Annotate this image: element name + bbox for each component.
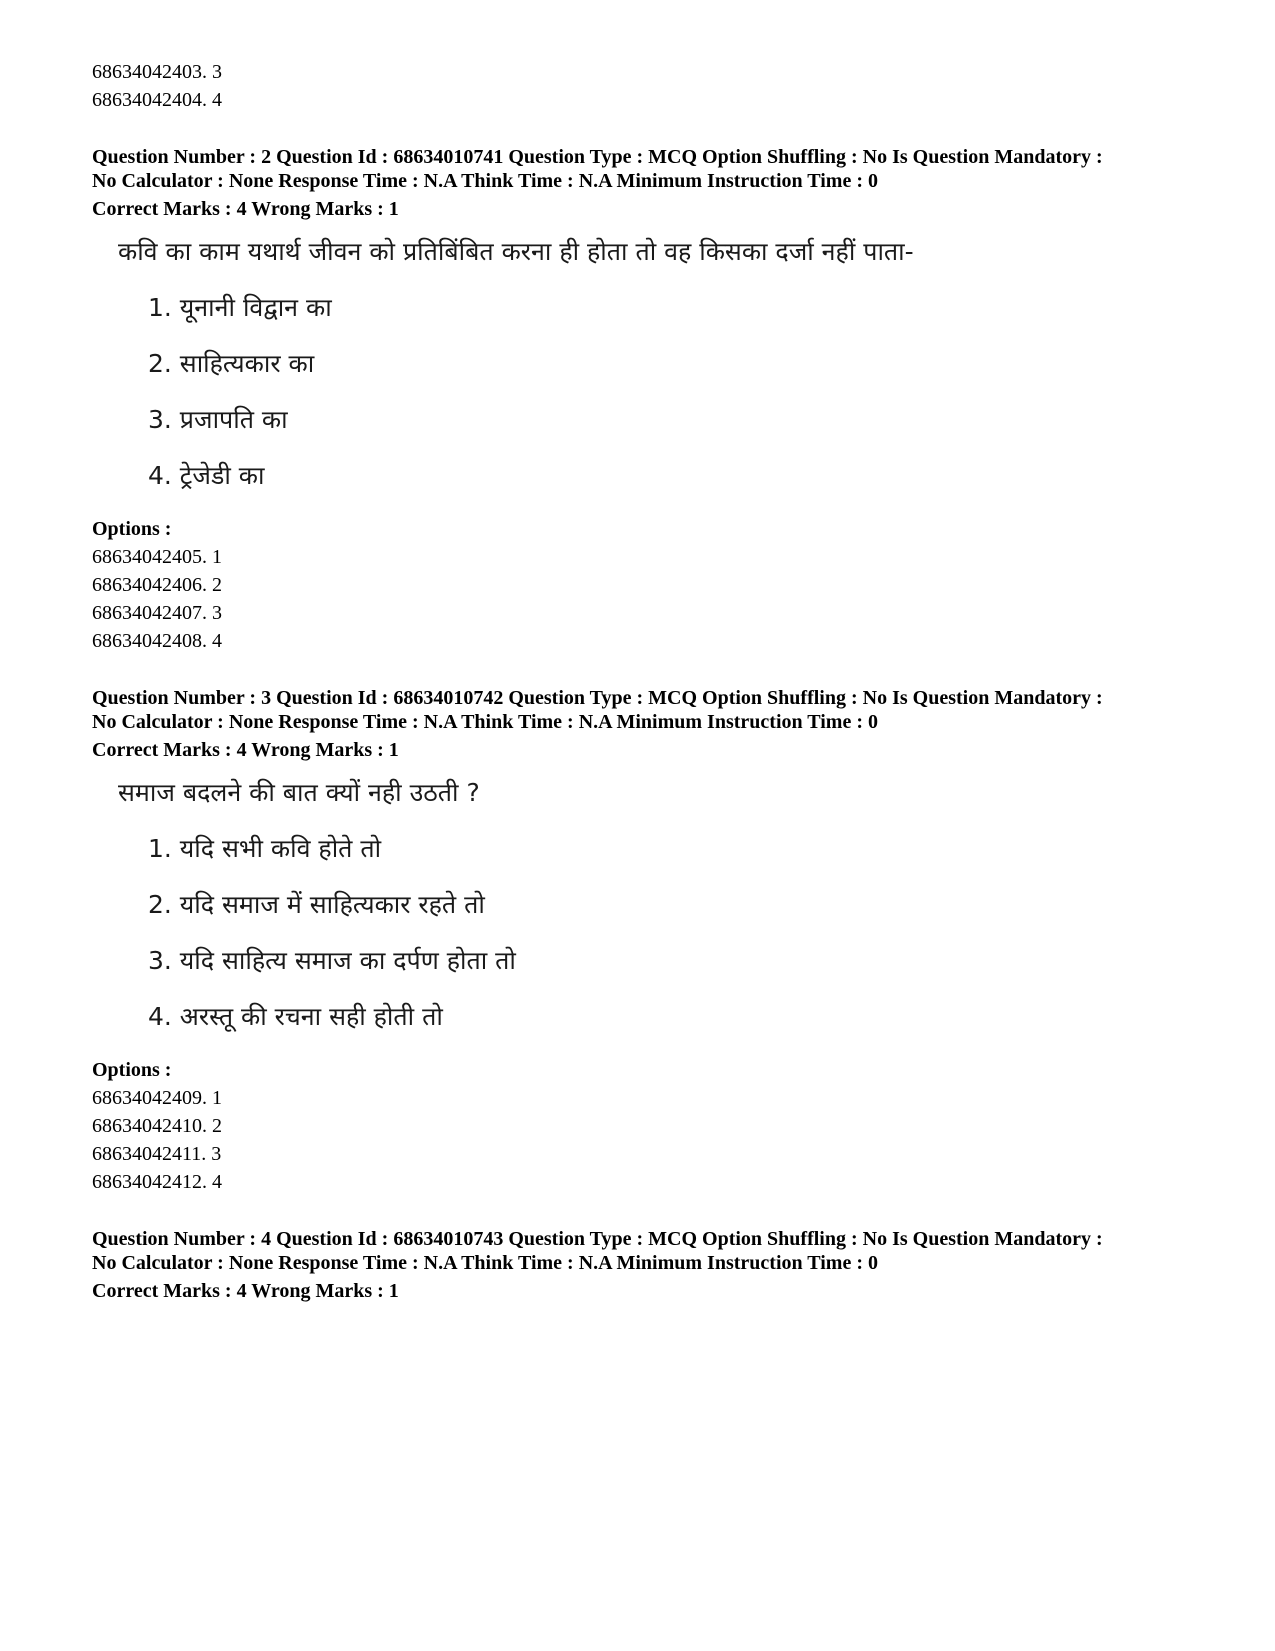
option-line: 68634042405. 1 (92, 546, 222, 568)
question-block-2 (92, 145, 1192, 655)
option-line: 68634042411. 3 (92, 1143, 222, 1165)
question-meta: Question Number : 4 Question Id : 68634010743 Question Type : MCQ Option Shuffling : No Is Question Mandatory : (92, 1228, 1103, 1250)
question-content (118, 776, 1192, 1034)
option-line: 68634042412. 4 (92, 1171, 222, 1193)
question-choice: 1. यदि सभी कवि होते तो (148, 834, 382, 863)
options-label: Options : (92, 1059, 172, 1081)
question-choice: 1. यूनानी विद्वान का (148, 293, 332, 322)
question-stem: समाज बदलने की बात क्यों नही उठती ? (118, 778, 480, 807)
question-meta: Question Number : 2 Question Id : 68634010741 Question Type : MCQ Option Shuffling : No Is Question Mandatory : (92, 146, 1103, 168)
question-block-3 (92, 686, 1192, 1196)
question-choice: 3. यदि साहित्य समाज का दर्पण होता तो (148, 946, 516, 975)
question-content (118, 235, 1192, 493)
option-line: 68634042408. 4 (92, 630, 222, 652)
option-line: 68634042407. 3 (92, 602, 222, 624)
question-choice: 2. यदि समाज में साहित्यकार रहते तो (148, 890, 485, 919)
question-choice: 2. साहित्यकार का (148, 349, 315, 378)
options-label: Options : (92, 518, 172, 540)
option-line: 68634042409. 1 (92, 1087, 222, 1109)
question-choice: 4. अरस्तू की रचना सही होती तो (148, 1002, 443, 1031)
question-marks: Correct Marks : 4 Wrong Marks : 1 (92, 198, 399, 220)
question-meta: No Calculator : None Response Time : N.A Think Time : N.A Minimum Instruction Time : 0 (92, 170, 878, 192)
option-line: 68634042410. 2 (92, 1115, 222, 1137)
option-line: 68634042404. 4 (92, 89, 222, 111)
question-choice: 4. ट्रेजेडी का (148, 461, 265, 490)
question-marks: Correct Marks : 4 Wrong Marks : 1 (92, 1280, 399, 1302)
question-block-4 (92, 1227, 1192, 1303)
question-stem: कवि का काम यथार्थ जीवन को प्रतिबिंबित करना ही होता तो वह किसका दर्जा नहीं पाता- (118, 237, 914, 266)
question-meta: No Calculator : None Response Time : N.A Think Time : N.A Minimum Instruction Time : 0 (92, 1252, 878, 1274)
document-page (92, 58, 1192, 1303)
question-marks: Correct Marks : 4 Wrong Marks : 1 (92, 739, 399, 761)
question-choice: 3. प्रजापति का (148, 405, 288, 434)
question-meta: No Calculator : None Response Time : N.A Think Time : N.A Minimum Instruction Time : 0 (92, 711, 878, 733)
previous-options (92, 58, 1192, 114)
question-meta: Question Number : 3 Question Id : 68634010742 Question Type : MCQ Option Shuffling : No Is Question Mandatory : (92, 687, 1103, 709)
option-line: 68634042406. 2 (92, 574, 222, 596)
option-line: 68634042403. 3 (92, 61, 222, 83)
